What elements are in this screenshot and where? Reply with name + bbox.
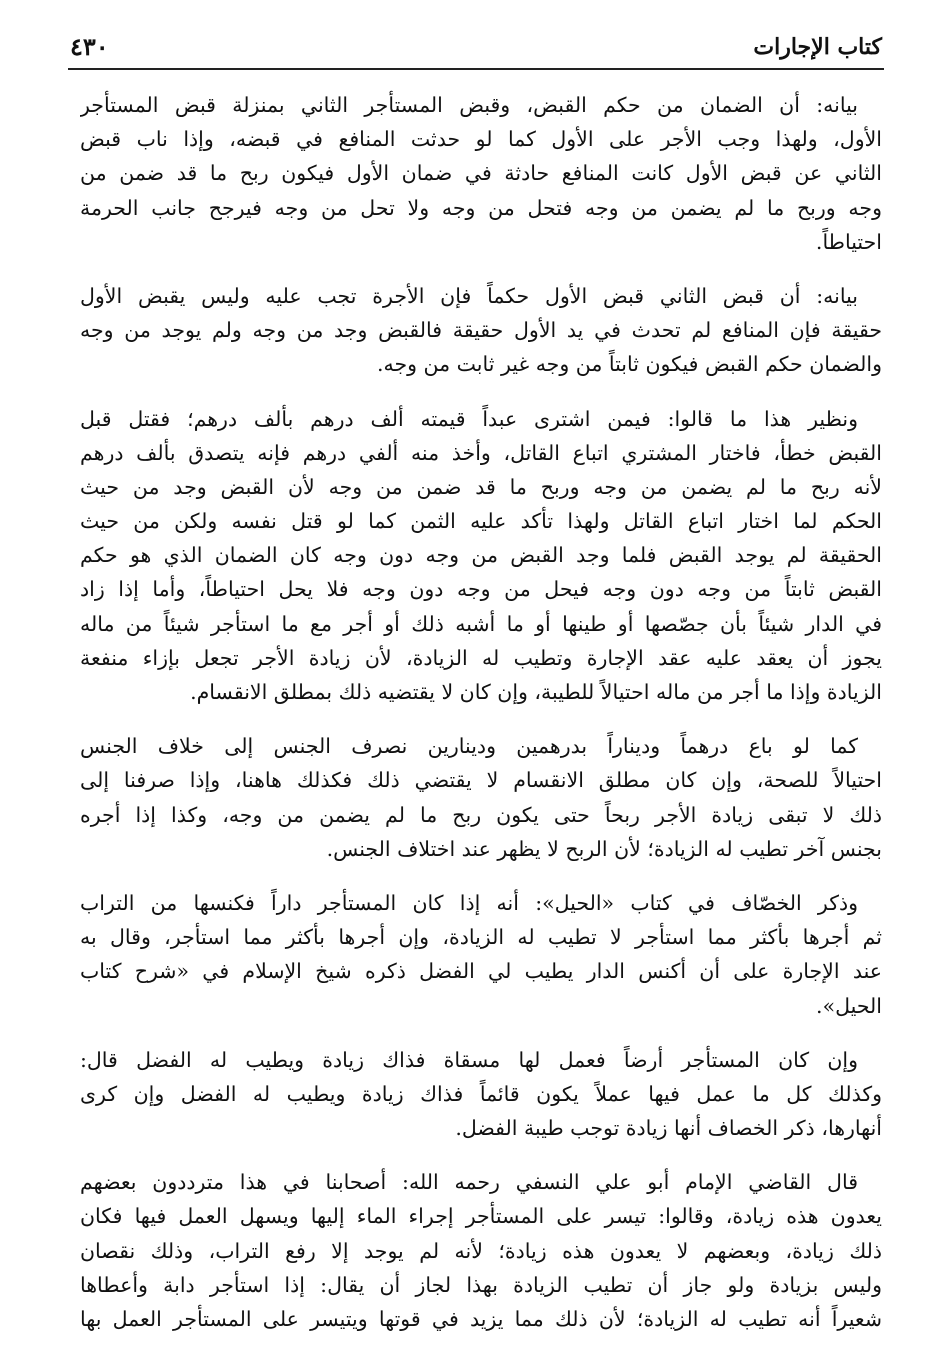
page-number: ٤٣٠ <box>70 32 109 61</box>
running-title: كتاب الإجارات <box>753 34 882 60</box>
paragraph <box>80 279 882 382</box>
text-line: ونظير هذا ما قالوا: فيمن اشترى عبداً قيمته ألف درهم بألف درهم؛ فقتل قبل <box>80 406 858 431</box>
text-line: الأول، ولهذا وجب الأجر على الأول كما لو حدثت المنافع في قبضه، وإذا ناب قبض <box>80 127 882 152</box>
text-line: وكذلك كل ما عمل فيها عملاً يكون قائماً فذاك زيادة ويطيب له الفضل وإن كرى <box>80 1081 882 1106</box>
text-line: القبض ثابتاً من وجه دون وجه فيحل من وجه دون وجه فلا يحل احتياطاً، وأما إذا زاد <box>80 577 882 602</box>
paragraph <box>80 729 882 866</box>
text-line: ذلك زيادة، وبعضهم لا يعدون هذه زيادة؛ لأنه لم يوجد إلا رفع التراب، وذلك نقصان <box>80 1238 882 1263</box>
text-line: يجوز أن يعقد عليه عقد الإجارة وتطيب له الزيادة، لأن زيادة الأجر تجعل بإزاء منفعة <box>80 645 882 670</box>
text-line: لأنه ربح ما لم يضمن من وجه وربح ما قد ضمن من وجه لأن القبض وجد من حيث <box>80 474 882 499</box>
paragraph <box>80 1043 882 1146</box>
text-line: ذلك لا تبقى زيادة الأجر ربحاً حتى يكون ربح ما لم يضمن من وجه، وكذا إذا أجره <box>80 802 882 827</box>
text-line: قال القاضي الإمام أبو علي النسفي رحمه الله: أصحابنا في هذا مترددون بعضهم <box>80 1170 858 1195</box>
paragraph <box>80 886 882 1023</box>
paragraph <box>80 402 882 710</box>
text-line: وذكر الخصّاف في كتاب «الحيل»: أنه إذا كان المستأجر داراً فكنسها من التراب <box>80 890 858 915</box>
text-line: القبض خطأ، فاختار المشتري اتباع القاتل، وأخذ منه ألفي درهم فإنه يتصدق بألف درهم <box>80 440 882 465</box>
text-line: والضمان حكم القبض فيكون ثابتاً من وجه غير ثابت من وجه. <box>376 352 882 377</box>
text-line: وليس بزيادة ولو جاز أن تطيب الزيادة بهذا لجاز أن يقال: إذا استأجر دابة وأعطاها <box>80 1272 882 1297</box>
text-line: بجنس آخر تطيب له الزيادة؛ لأن الربح لا يظهر عند اختلاف الجنس. <box>326 836 882 861</box>
page-body <box>80 88 882 1356</box>
text-line: وإن كان المستأجر أرضاً فعمل لها مسقاة فذاك زيادة ويطيب له الفضل قال: <box>80 1047 858 1072</box>
text-line: احتيالاً للصحة، وإن كان مطلق الانقسام لا يقتضي ذلك فكذلك هاهنا، وإذا صرفنا إلى <box>80 768 882 793</box>
text-line: الحيل». <box>816 993 882 1018</box>
text-line: وجه وربح ما لم يضمن من وجه فتحل من وجه ولا تحل من وجه فيرجح جانب الحرمة <box>80 195 882 220</box>
text-line: ثم أجرها بأكثر مما استأجر لا تطيب له الزيادة، وإن أجرها بأكثر مما استأجر، وقال به <box>80 925 882 950</box>
text-line: في الدار شيئاً بأن جصّصها أو طينها أو ما أشبه ذلك أو أجر مع ما استأجر شيئاً من ماله <box>80 611 882 636</box>
text-line: الحكم لما اختار اتباع القاتل ولهذا تأكد عليه الثمن كما لو قتل نفسه ولكن من حيث <box>80 509 882 534</box>
text-line: عند الإجارة على أن أكنس الدار يطيب لي الفضل ذكره شيخ الإسلام في «شرح كتاب <box>80 959 882 984</box>
text-line: الثاني عن قبض الأول كانت المنافع حادثة في ضمان الأول فيكون ربح ما قد ضمن من <box>80 161 882 186</box>
header-rule <box>68 68 884 70</box>
text-line: الزيادة وإذا ما أجر من ماله احتيالاً للطيبة، وإن كان لا يقتضيه ذلك بمطلق الانقسام. <box>190 680 882 704</box>
text-line: شعيراً أنه تطيب له الزيادة؛ لأن ذلك مما يزيد في قوتها ويتيسر على المستأجر العمل بها <box>80 1307 882 1331</box>
paragraph <box>80 88 882 259</box>
text-line: احتياطاً. <box>815 229 882 254</box>
paragraph <box>80 1165 882 1336</box>
text-line: أنهارها، ذكر الخصاف أنها زيادة توجب طيبة الفضل. <box>455 1116 882 1141</box>
text-line: حقيقة فإن المنافع لم تحدث في يد الأول حقيقة فالقبض وجد من وجه ولم يوجد من وجه <box>80 318 882 343</box>
page-header <box>70 30 882 66</box>
text-line: الحقيقة لم يوجد القبض فلما وجد القبض من وجه دون وجه كان الضمان الذي هو حكم <box>80 543 882 568</box>
text-line: يعدون هذه زيادة، وقالوا: تيسر على المستأجر إجراء الماء إليها ويسهل العمل فيها فكان <box>80 1204 882 1229</box>
text-line: بيانه: أن الضمان من حكم القبض، وقبض المستأجر الثاني بمنزلة قبض المستأجر <box>80 93 858 117</box>
text-line: كما لو باع درهماً وديناراً بدرهمين ودينارين نصرف الجنس إلى خلاف الجنس <box>80 734 858 759</box>
text-line: بيانه: أن قبض الثاني قبض الأول حكماً فإن الأجرة تجب عليه وليس يقبض الأول <box>80 283 858 308</box>
